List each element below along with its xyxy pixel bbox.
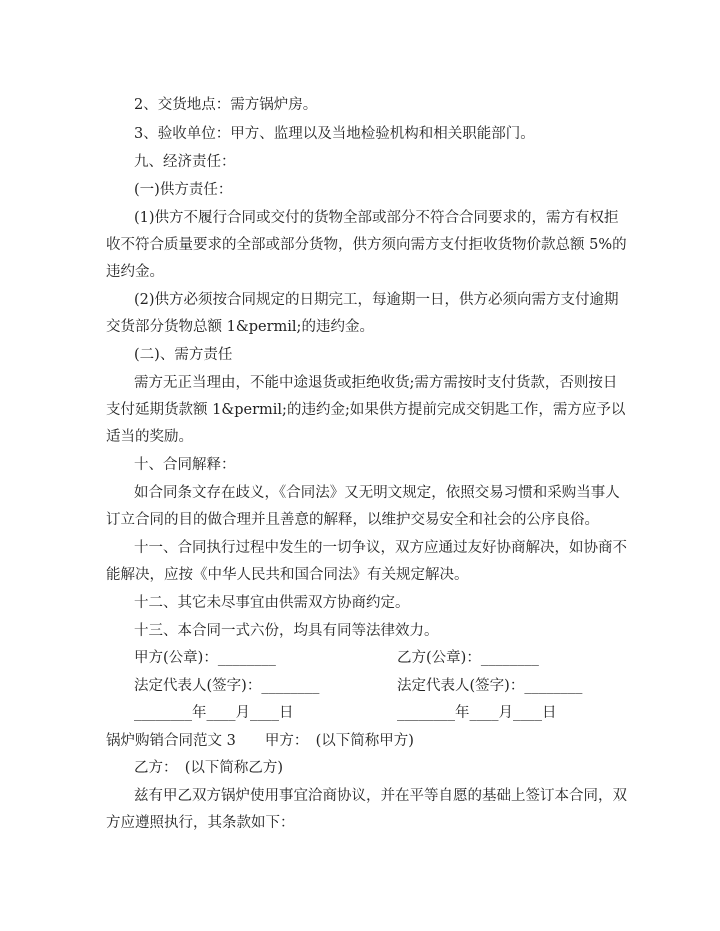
paragraph-line: 支付延期货款额 1&permil;的违约金;如果供方提前完成交钥匙工作，需方应予以 xyxy=(106,402,626,418)
party-b-representative-field: 法定代表人(签字)：________ xyxy=(397,678,583,694)
clause-delivery-location: 2、交货地点：需方锅炉房。 xyxy=(134,97,318,113)
party-b-date-field: ________年____月____日 xyxy=(397,705,557,721)
section-heading-economic-liability: 九、经济责任： xyxy=(134,154,236,170)
paragraph-line: 十一、合同执行过程中发生的一切争议，双方应通过友好协商解决，如协商不 xyxy=(134,540,627,556)
paragraph-line: 交货部分货物总额 1&permil;的违约金。 xyxy=(106,319,374,335)
paragraph-line: 订立合同的目的做合理并且善意的解释，以维护交易安全和社会的公序良俗。 xyxy=(106,512,599,528)
paragraph-line: 方应遵照执行，其条款如下： xyxy=(106,815,295,831)
clause-inspection-unit: 3、验收单位：甲方、监理以及当地检验机构和相关职能部门。 xyxy=(134,126,535,142)
party-a-seal-field: 甲方(公章)：________ xyxy=(134,650,276,666)
paragraph-line: 能解决，应按《中华人民共和国合同法》有关规定解决。 xyxy=(106,567,469,583)
party-a-representative-field: 法定代表人(签字)：________ xyxy=(134,678,320,694)
paragraph-line: 违约金。 xyxy=(106,264,164,280)
subsection-buyer-liability: (二)、需方责任 xyxy=(134,347,233,363)
paragraph-line: 如合同条文存在歧义，《合同法》又无明文规定，依照交易习惯和采购当事人 xyxy=(134,485,620,501)
party-b-seal-field: 乙方(公章)：________ xyxy=(397,650,539,666)
paragraph-line: 兹有甲乙双方锅炉使用事宜洽商协议，并在平等自愿的基础上签订本合同，双 xyxy=(134,788,627,804)
paragraph-line: 适当的奖励。 xyxy=(106,429,193,445)
clause-other-matters: 十二、其它未尽事宜由供需双方协商约定。 xyxy=(134,595,410,611)
clause-copies: 十三、本合同一式六份，均具有同等法律效力。 xyxy=(134,623,439,639)
paragraph-line: (2)供方必须按合同规定的日期完工，每逾期一日，供方必须向需方支付逾期 xyxy=(134,292,619,308)
next-contract-party-b: 乙方： (以下简称乙方) xyxy=(134,760,284,776)
paragraph-line: 收不符合质量要求的全部或部分货物，供方须向需方支付拒收货物价款总额 5%的 xyxy=(106,237,627,253)
party-a-date-field: ________年____月____日 xyxy=(134,705,294,721)
subsection-supplier-liability: (一)供方责任： xyxy=(134,182,233,198)
paragraph-line: (1)供方不履行合同或交付的货物全部或部分不符合合同要求的，需方有权拒 xyxy=(134,210,619,226)
section-heading-interpretation: 十、合同解释： xyxy=(134,457,236,473)
next-contract-header: 锅炉购销合同范文 3 甲方： (以下简称甲方) xyxy=(106,733,414,749)
paragraph-line: 需方无正当理由，不能中途退货或拒绝收货;需方需按时支付货款，否则按日 xyxy=(134,375,618,391)
